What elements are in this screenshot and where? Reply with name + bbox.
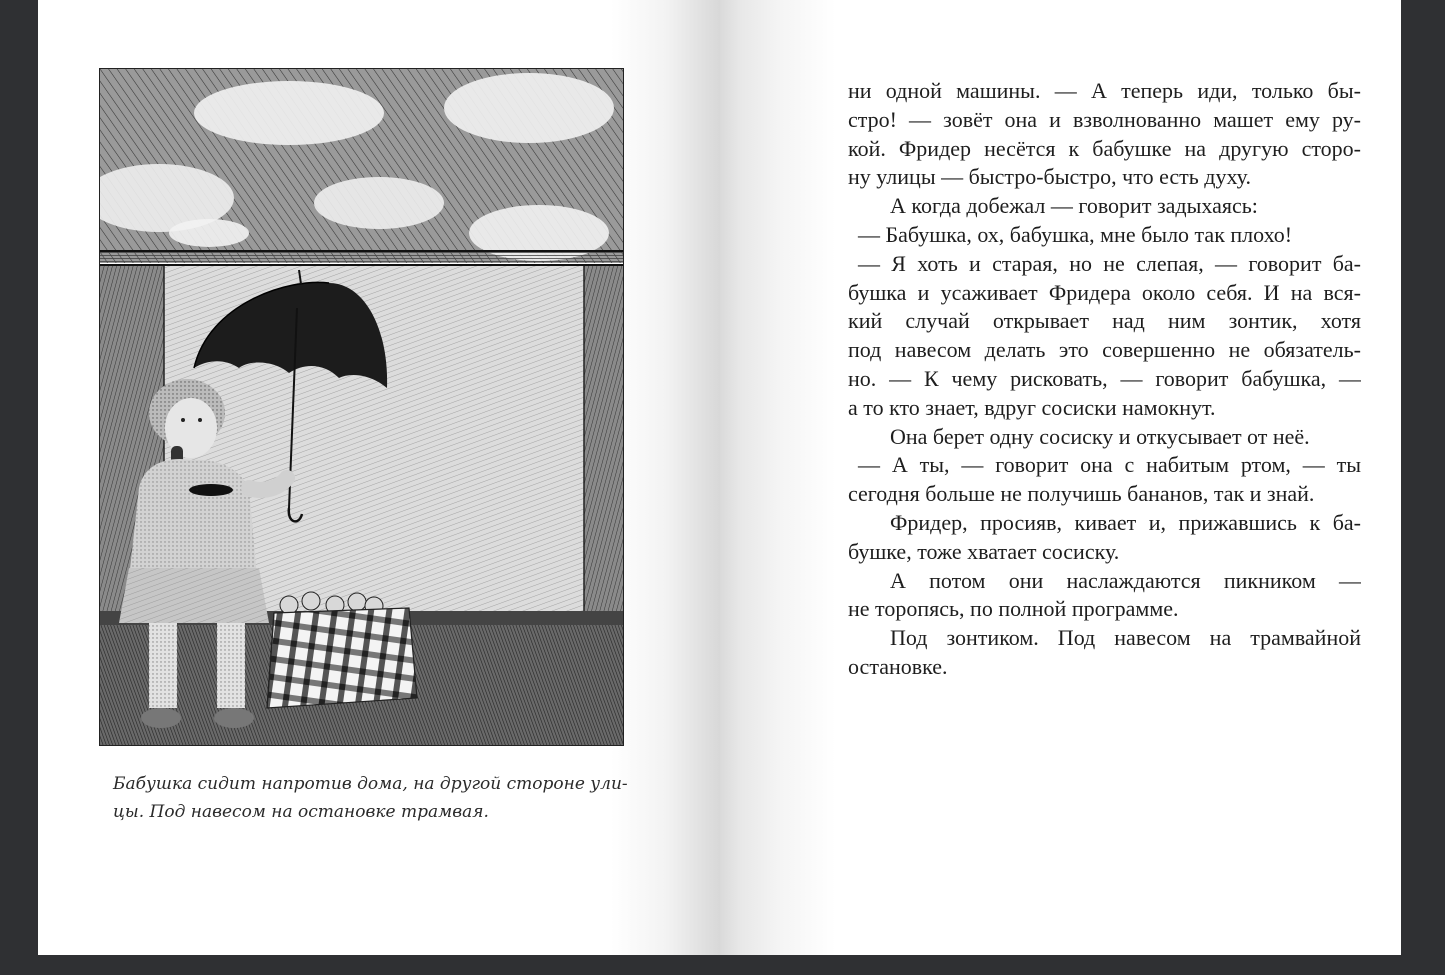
- left-page: [38, 0, 720, 955]
- right-page: [720, 0, 1401, 955]
- text-line: под навесом делать это совершенно не обязатель-: [848, 337, 1361, 363]
- illustration-grandmother-umbrella: [99, 68, 624, 746]
- text-line: ни одной машины. — А теперь иди, только бы-: [848, 78, 1361, 103]
- text-line: стро! — зовёт она и взволнованно машет ему ру-: [848, 106, 1361, 132]
- text-line: но. — К чему рисковать, — говорит бабушка, —: [848, 365, 1361, 391]
- text-line: Она берет одну сосиску и откусывает от неё.: [890, 423, 1310, 449]
- text-line: А когда добежал — говорит задыхаясь:: [890, 193, 1258, 219]
- text-line: а то кто знает, вдруг сосиски намокнут.: [848, 394, 1216, 420]
- text-line: — Бабушка, ох, бабушка, мне было так плохо!: [858, 221, 1293, 247]
- text-line: кий случай открывает над ним зонтик, хотя: [848, 308, 1361, 334]
- text-line: А потом они наслаждаются пикником —: [890, 567, 1361, 593]
- text-line: остановке.: [848, 653, 948, 679]
- text-line: кой. Фридер несётся к бабушке на другую сторо-: [848, 135, 1361, 161]
- caption-line: Бабушка сидит напротив дома, на другой стороне ули-: [113, 774, 628, 794]
- text-line: — Я хоть и старая, но не слепая, — говорит ба-: [858, 250, 1361, 276]
- book-spread: [38, 0, 1401, 955]
- text-line: ну улицы — быстро-быстро, что есть духу.: [848, 164, 1251, 190]
- caption-line: цы. Под навесом на остановке трамвая.: [113, 802, 489, 822]
- text-line: бушке, тоже хватает сосиску.: [848, 538, 1120, 564]
- text-line: бушка и усаживает Фридера около себя. И на вся-: [848, 279, 1361, 305]
- text-line: — А ты, — говорит она с набитым ртом, — ты: [858, 452, 1361, 478]
- body-text: [848, 77, 1361, 682]
- illustration-caption: [113, 770, 633, 826]
- text-line: Под зонтиком. Под навесом на трамвайной: [890, 625, 1361, 651]
- text-line: не торопясь, по полной программе.: [848, 596, 1179, 622]
- text-line: Фридер, просияв, кивает и, прижавшись к ба-: [890, 509, 1361, 535]
- text-line: сегодня больше не получишь бананов, так и знай.: [848, 481, 1315, 507]
